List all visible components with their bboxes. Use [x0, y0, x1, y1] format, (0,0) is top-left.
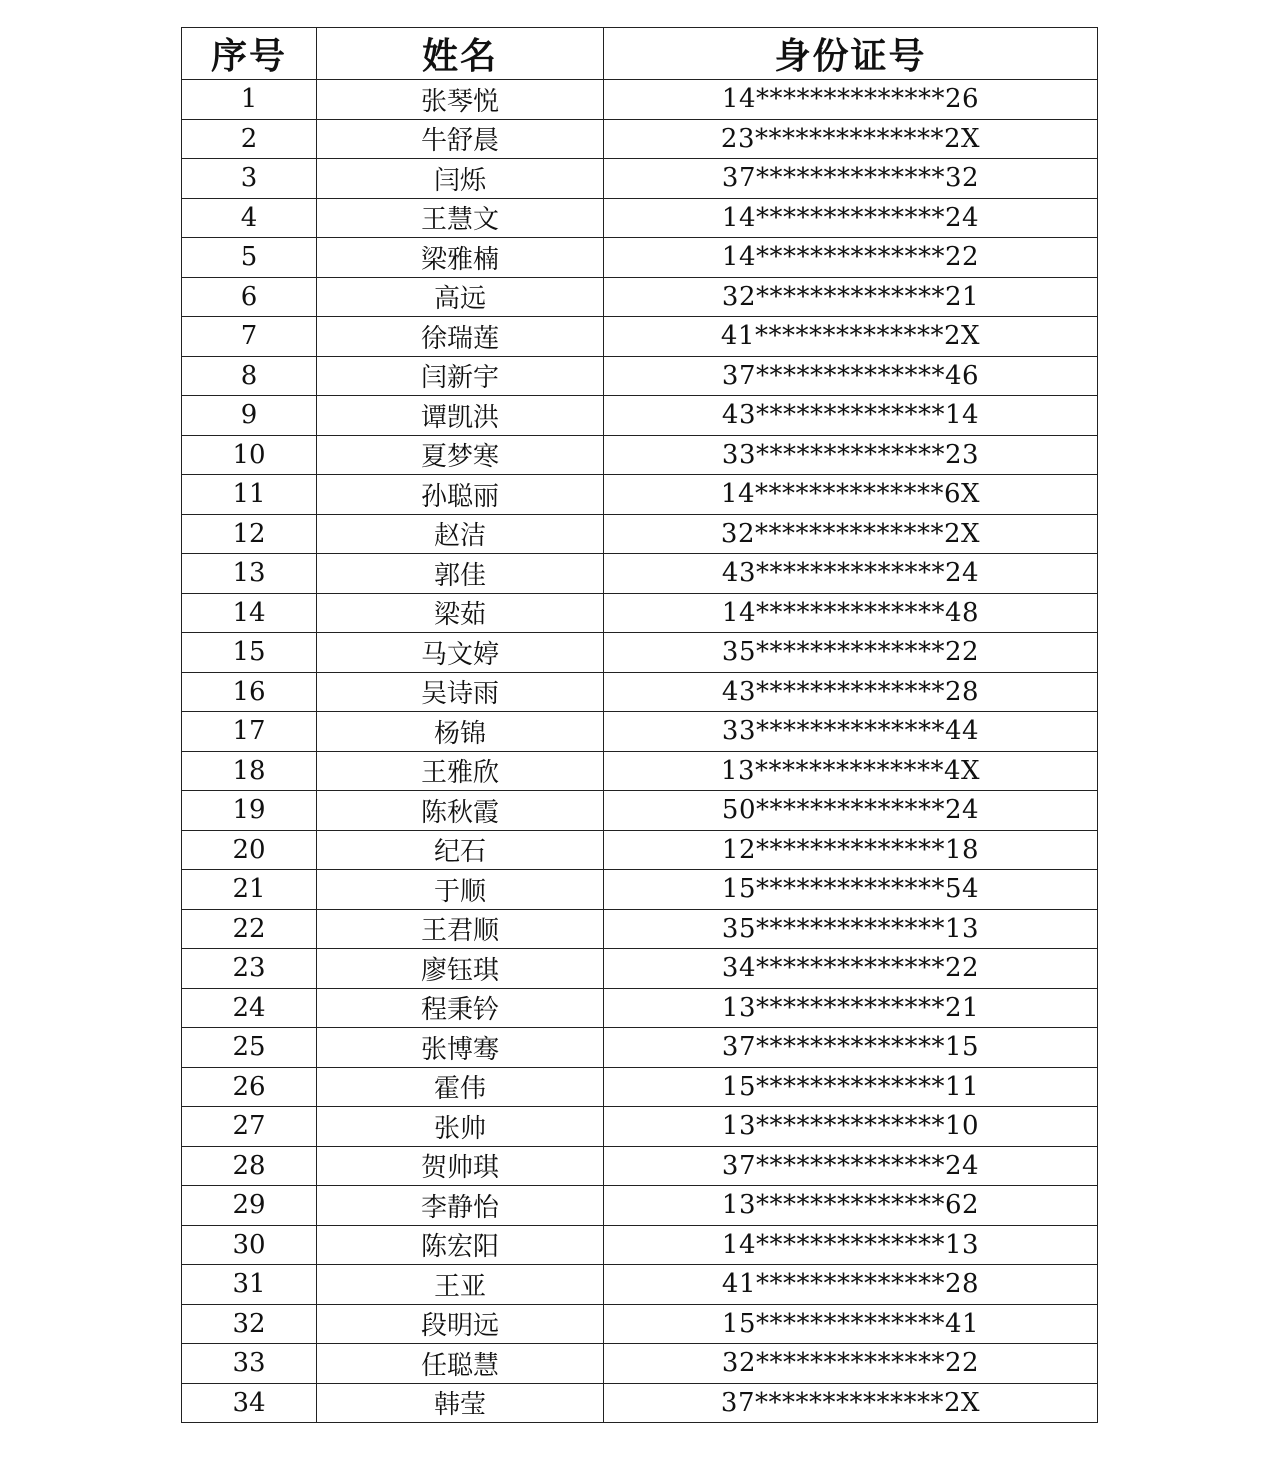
id-number-cell: 12**************18	[604, 830, 1098, 870]
serial-number-cell: 1	[182, 80, 317, 120]
name-cell: 李静怡	[317, 1186, 604, 1226]
name-cell: 高远	[317, 277, 604, 317]
id-number-cell: 13**************21	[604, 988, 1098, 1028]
name-cell: 梁雅楠	[317, 238, 604, 278]
header-row	[182, 28, 1098, 80]
serial-number-cell: 3	[182, 159, 317, 199]
table-row	[182, 909, 1098, 949]
name-cell: 陈宏阳	[317, 1225, 604, 1265]
table-row	[182, 396, 1098, 436]
serial-number-cell: 4	[182, 198, 317, 238]
table-row	[182, 1225, 1098, 1265]
name-cell: 张博骞	[317, 1028, 604, 1068]
serial-number-cell: 33	[182, 1344, 317, 1384]
id-number-cell: 15**************41	[604, 1304, 1098, 1344]
table-row	[182, 198, 1098, 238]
serial-number-cell: 12	[182, 514, 317, 554]
serial-number-cell: 27	[182, 1107, 317, 1147]
serial-number-cell: 5	[182, 238, 317, 278]
table-row	[182, 949, 1098, 989]
serial-number-cell: 8	[182, 356, 317, 396]
table-body	[182, 80, 1098, 1423]
table-row	[182, 712, 1098, 752]
name-cell: 纪石	[317, 830, 604, 870]
table-row	[182, 119, 1098, 159]
name-cell: 陈秋霞	[317, 791, 604, 831]
table-row	[182, 1304, 1098, 1344]
header-serial-number: 序号	[182, 28, 317, 80]
table-row	[182, 238, 1098, 278]
id-number-cell: 35**************22	[604, 633, 1098, 673]
name-cell: 王慧文	[317, 198, 604, 238]
table-row	[182, 1067, 1098, 1107]
id-number-cell: 43**************28	[604, 672, 1098, 712]
serial-number-cell: 23	[182, 949, 317, 989]
id-number-cell: 14**************24	[604, 198, 1098, 238]
serial-number-cell: 16	[182, 672, 317, 712]
serial-number-cell: 21	[182, 870, 317, 910]
roster-table	[181, 27, 1098, 1423]
serial-number-cell: 19	[182, 791, 317, 831]
serial-number-cell: 25	[182, 1028, 317, 1068]
table-row	[182, 356, 1098, 396]
serial-number-cell: 9	[182, 396, 317, 436]
table-row	[182, 277, 1098, 317]
table-row	[182, 870, 1098, 910]
header-id-number: 身份证号	[604, 28, 1098, 80]
name-cell: 霍伟	[317, 1067, 604, 1107]
serial-number-cell: 11	[182, 475, 317, 515]
id-number-cell: 43**************24	[604, 554, 1098, 594]
serial-number-cell: 28	[182, 1146, 317, 1186]
table-row	[182, 791, 1098, 831]
id-number-cell: 13**************4X	[604, 751, 1098, 791]
serial-number-cell: 14	[182, 593, 317, 633]
name-cell: 贺帅琪	[317, 1146, 604, 1186]
id-number-cell: 37**************15	[604, 1028, 1098, 1068]
serial-number-cell: 31	[182, 1265, 317, 1305]
table-row	[182, 435, 1098, 475]
table-row	[182, 593, 1098, 633]
table-row	[182, 1265, 1098, 1305]
name-cell: 张琴悦	[317, 80, 604, 120]
id-number-cell: 14**************6X	[604, 475, 1098, 515]
id-number-cell: 32**************21	[604, 277, 1098, 317]
id-number-cell: 37**************24	[604, 1146, 1098, 1186]
name-cell: 徐瑞莲	[317, 317, 604, 357]
serial-number-cell: 24	[182, 988, 317, 1028]
table-row	[182, 751, 1098, 791]
table-row	[182, 80, 1098, 120]
table-row	[182, 830, 1098, 870]
id-number-cell: 35**************13	[604, 909, 1098, 949]
name-cell: 王君顺	[317, 909, 604, 949]
table-row	[182, 988, 1098, 1028]
name-cell: 闫烁	[317, 159, 604, 199]
serial-number-cell: 18	[182, 751, 317, 791]
serial-number-cell: 34	[182, 1383, 317, 1423]
name-cell: 张帅	[317, 1107, 604, 1147]
table-row	[182, 1383, 1098, 1423]
serial-number-cell: 30	[182, 1225, 317, 1265]
id-number-cell: 34**************22	[604, 949, 1098, 989]
id-number-cell: 13**************10	[604, 1107, 1098, 1147]
table-row	[182, 1186, 1098, 1226]
id-number-cell: 15**************11	[604, 1067, 1098, 1107]
id-number-cell: 14**************22	[604, 238, 1098, 278]
serial-number-cell: 20	[182, 830, 317, 870]
name-cell: 任聪慧	[317, 1344, 604, 1384]
header-name: 姓名	[317, 28, 604, 80]
name-cell: 段明远	[317, 1304, 604, 1344]
serial-number-cell: 7	[182, 317, 317, 357]
name-cell: 夏梦寒	[317, 435, 604, 475]
id-number-cell: 32**************22	[604, 1344, 1098, 1384]
table-row	[182, 159, 1098, 199]
id-number-cell: 32**************2X	[604, 514, 1098, 554]
table-row	[182, 1344, 1098, 1384]
name-cell: 郭佳	[317, 554, 604, 594]
table-row	[182, 514, 1098, 554]
name-cell: 谭凯洪	[317, 396, 604, 436]
serial-number-cell: 6	[182, 277, 317, 317]
serial-number-cell: 2	[182, 119, 317, 159]
id-number-cell: 43**************14	[604, 396, 1098, 436]
name-cell: 程秉钤	[317, 988, 604, 1028]
serial-number-cell: 10	[182, 435, 317, 475]
table-row	[182, 672, 1098, 712]
id-number-cell: 37**************32	[604, 159, 1098, 199]
table-row	[182, 475, 1098, 515]
id-number-cell: 14**************13	[604, 1225, 1098, 1265]
serial-number-cell: 22	[182, 909, 317, 949]
name-cell: 王亚	[317, 1265, 604, 1305]
id-number-cell: 37**************46	[604, 356, 1098, 396]
id-number-cell: 15**************54	[604, 870, 1098, 910]
serial-number-cell: 29	[182, 1186, 317, 1226]
id-number-cell: 23**************2X	[604, 119, 1098, 159]
name-cell: 闫新宇	[317, 356, 604, 396]
id-number-cell: 33**************44	[604, 712, 1098, 752]
table-row	[182, 633, 1098, 673]
table-row	[182, 1146, 1098, 1186]
serial-number-cell: 32	[182, 1304, 317, 1344]
table-row	[182, 317, 1098, 357]
name-cell: 于顺	[317, 870, 604, 910]
name-cell: 廖钰琪	[317, 949, 604, 989]
id-number-cell: 37**************2X	[604, 1383, 1098, 1423]
table-row	[182, 1028, 1098, 1068]
name-cell: 赵洁	[317, 514, 604, 554]
id-number-cell: 33**************23	[604, 435, 1098, 475]
serial-number-cell: 13	[182, 554, 317, 594]
id-number-cell: 13**************62	[604, 1186, 1098, 1226]
table-header	[182, 28, 1098, 80]
serial-number-cell: 17	[182, 712, 317, 752]
name-cell: 韩莹	[317, 1383, 604, 1423]
name-cell: 梁茹	[317, 593, 604, 633]
name-cell: 吴诗雨	[317, 672, 604, 712]
id-number-cell: 50**************24	[604, 791, 1098, 831]
id-number-cell: 41**************2X	[604, 317, 1098, 357]
serial-number-cell: 26	[182, 1067, 317, 1107]
id-number-cell: 14**************26	[604, 80, 1098, 120]
id-number-cell: 41**************28	[604, 1265, 1098, 1305]
name-cell: 杨锦	[317, 712, 604, 752]
name-cell: 孙聪丽	[317, 475, 604, 515]
serial-number-cell: 15	[182, 633, 317, 673]
name-cell: 马文婷	[317, 633, 604, 673]
id-number-cell: 14**************48	[604, 593, 1098, 633]
name-cell: 牛舒晨	[317, 119, 604, 159]
table-row	[182, 554, 1098, 594]
table-row	[182, 1107, 1098, 1147]
name-cell: 王雅欣	[317, 751, 604, 791]
